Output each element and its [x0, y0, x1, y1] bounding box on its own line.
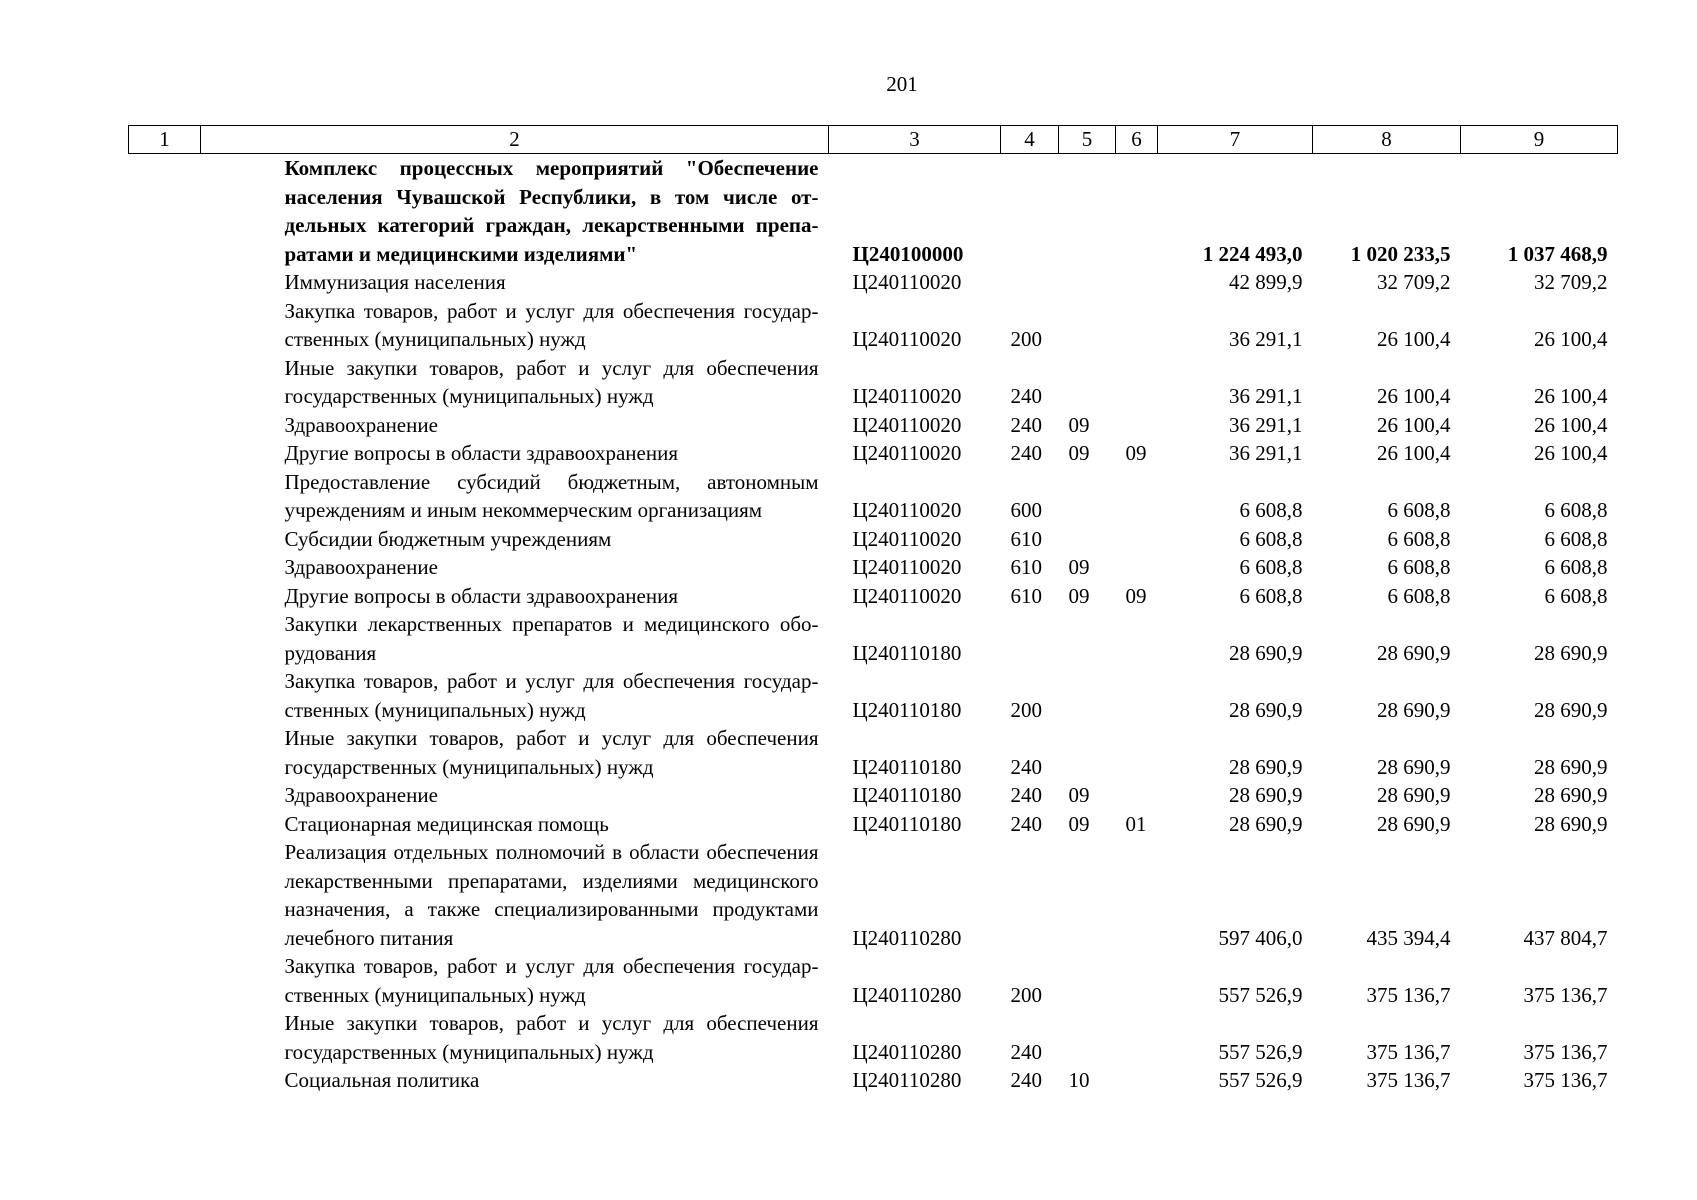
table-row	[129, 268, 1618, 297]
table-row	[129, 154, 1618, 269]
subsection-code	[1116, 525, 1158, 554]
expense-type-code	[1001, 154, 1059, 269]
item-name: Закупка товаров, работ и услуг для обеспечения государственных (муниципальных) нужд	[284, 954, 819, 1007]
amount-col-7: 36 291,1	[1229, 384, 1303, 408]
amount-col-9: 6 608,8	[1544, 555, 1608, 579]
row-spacer-cell	[129, 1009, 201, 1066]
section-code: 09	[1068, 811, 1090, 836]
column-header-8: 8	[1313, 126, 1461, 154]
amount-col-8: 28 690,9	[1377, 640, 1451, 665]
target-article-code: Ц240110020	[852, 498, 962, 522]
target-article-code: Ц240110020	[852, 412, 962, 437]
expense-type-code: 240	[1010, 754, 1042, 779]
amount-col-9: 28 690,9	[1534, 697, 1608, 722]
target-article-code: Ц240110180	[852, 754, 962, 779]
item-name: Закупка товаров, работ и услуг для обеспечения государственных (муниципальных) нужд	[284, 669, 819, 722]
amount-col-8: 26 100,4	[1377, 441, 1451, 465]
amount-col-7: 6 608,8	[1239, 526, 1303, 551]
target-article-code: Ц240110020	[852, 583, 962, 608]
amount-col-8: 6 608,8	[1387, 498, 1451, 522]
subsection-code	[1116, 952, 1158, 1009]
item-name: Иные закупки товаров, работ и услуг для обеспечения государственных (муниципальных) нужд	[284, 355, 819, 408]
table-header	[129, 126, 1618, 154]
expense-type-code: 200	[1010, 697, 1042, 722]
subsection-code	[1116, 781, 1158, 810]
table-row	[129, 411, 1618, 440]
expense-type-code: 240	[1010, 783, 1042, 807]
item-name: Предоставление субсидий бюджетным, автономным учреждениям и иным некоммерческим организациям	[284, 469, 819, 522]
target-article-code: Ц240110020	[852, 384, 962, 408]
expense-type-code: 610	[1010, 526, 1042, 551]
amount-col-7: 597 406,0	[1218, 925, 1303, 950]
target-article-code: Ц240110280	[852, 925, 962, 950]
table-body	[129, 154, 1618, 1095]
amount-col-7: 6 608,8	[1239, 498, 1303, 522]
expense-type-code: 240	[1010, 1068, 1042, 1092]
table-row	[129, 610, 1618, 667]
amount-col-8: 26 100,4	[1377, 327, 1451, 351]
section-code	[1059, 838, 1116, 952]
expense-type-code: 240	[1010, 412, 1042, 437]
expense-type-code: 240	[1010, 384, 1042, 408]
table-row	[129, 468, 1618, 525]
subsection-code	[1116, 724, 1158, 781]
row-spacer-cell	[129, 952, 201, 1009]
section-code	[1059, 952, 1116, 1009]
amount-col-9: 26 100,4	[1534, 412, 1608, 437]
item-name: Другие вопросы в области здравоохранения	[284, 583, 678, 608]
section-code	[1059, 354, 1116, 411]
expense-type-code	[1001, 268, 1059, 297]
section-code: 09	[1068, 555, 1090, 579]
subsection-code	[1116, 354, 1158, 411]
target-article-code: Ц240110020	[852, 441, 962, 465]
amount-col-7: 36 291,1	[1229, 327, 1303, 351]
section-code: 09	[1068, 441, 1090, 465]
target-article-code: Ц240110180	[852, 783, 962, 807]
item-name: Закупки лекарственных препаратов и медицинского оборудования	[284, 612, 819, 665]
amount-col-7: 28 690,9	[1229, 811, 1303, 836]
subsection-code	[1116, 468, 1158, 525]
amount-col-7: 28 690,9	[1229, 697, 1303, 722]
expense-type-code	[1001, 838, 1059, 952]
amount-col-8: 6 608,8	[1387, 526, 1451, 551]
item-name: Иммунизация населения	[284, 270, 506, 294]
row-spacer-cell	[129, 411, 201, 440]
target-article-code: Ц240110280	[852, 1039, 962, 1064]
table-row	[129, 1066, 1618, 1095]
subsection-code	[1116, 838, 1158, 952]
row-spacer-cell	[129, 154, 201, 269]
page-number: 201	[886, 72, 918, 96]
amount-col-7: 557 526,9	[1218, 1039, 1303, 1064]
amount-col-7: 557 526,9	[1218, 982, 1303, 1007]
row-spacer-cell	[129, 468, 201, 525]
table-row	[129, 1009, 1618, 1066]
amount-col-7: 28 690,9	[1229, 754, 1303, 779]
target-article-code: Ц240110020	[852, 555, 962, 579]
table-row	[129, 667, 1618, 724]
subsection-code	[1116, 1066, 1158, 1095]
column-header-1: 1	[129, 126, 201, 154]
amount-col-8: 375 136,7	[1366, 982, 1451, 1007]
amount-col-7: 28 690,9	[1229, 783, 1303, 807]
expense-type-code: 610	[1010, 583, 1042, 608]
column-number-row	[129, 126, 1618, 154]
subsection-code	[1116, 667, 1158, 724]
table-row	[129, 952, 1618, 1009]
amount-col-9: 28 690,9	[1534, 754, 1608, 779]
amount-col-9: 6 608,8	[1544, 526, 1608, 551]
expense-type-code: 200	[1010, 327, 1042, 351]
section-code	[1059, 724, 1116, 781]
subsection-code	[1116, 268, 1158, 297]
section-code: 09	[1068, 583, 1090, 608]
column-header-7: 7	[1158, 126, 1313, 154]
table-row	[129, 582, 1618, 611]
column-header-5: 5	[1059, 126, 1116, 154]
amount-col-7: 557 526,9	[1218, 1068, 1303, 1092]
section-code: 09	[1068, 783, 1090, 807]
item-name: Иные закупки товаров, работ и услуг для обеспечения государственных (муниципальных) нужд	[284, 1011, 819, 1064]
amount-col-8: 1 020 233,5	[1350, 241, 1451, 266]
amount-col-9: 375 136,7	[1523, 982, 1608, 1007]
row-spacer-cell	[129, 553, 201, 582]
row-spacer-cell	[129, 268, 201, 297]
table-row	[129, 525, 1618, 554]
section-code	[1059, 1009, 1116, 1066]
table-row	[129, 439, 1618, 468]
section-code	[1059, 154, 1116, 269]
section-code	[1059, 610, 1116, 667]
section-code	[1059, 667, 1116, 724]
row-spacer-cell	[129, 297, 201, 354]
item-name: Реализация отдельных полномочий в области обеспечения лекарственными препаратами, изделиями медицинского назначения, а также специализированными продуктами лечебного питания	[284, 840, 819, 950]
item-name: Здравоохранение	[284, 412, 438, 437]
amount-col-9: 6 608,8	[1544, 583, 1608, 608]
item-name: Иные закупки товаров, работ и услуг для обеспечения государственных (муниципальных) нужд	[284, 726, 819, 779]
amount-col-7: 28 690,9	[1229, 640, 1303, 665]
amount-col-8: 6 608,8	[1387, 583, 1451, 608]
item-name: Стационарная медицинская помощь	[284, 811, 609, 836]
row-spacer-cell	[129, 610, 201, 667]
expense-type-code: 610	[1010, 555, 1042, 579]
target-article-code: Ц240110020	[852, 270, 962, 294]
table-row	[129, 810, 1618, 839]
target-article-code: Ц240110020	[852, 526, 962, 551]
target-article-code: Ц240110180	[852, 640, 962, 665]
table-row	[129, 781, 1618, 810]
column-header-9: 9	[1461, 126, 1618, 154]
amount-col-9: 437 804,7	[1523, 925, 1608, 950]
table-row	[129, 297, 1618, 354]
column-header-4: 4	[1001, 126, 1059, 154]
row-spacer-cell	[129, 354, 201, 411]
amount-col-9: 26 100,4	[1534, 327, 1608, 351]
expense-type-code: 240	[1010, 1039, 1042, 1064]
amount-col-9: 375 136,7	[1523, 1068, 1608, 1092]
item-name: Здравоохранение	[284, 555, 438, 579]
amount-col-8: 375 136,7	[1366, 1068, 1451, 1092]
row-spacer-cell	[129, 724, 201, 781]
amount-col-9: 26 100,4	[1534, 384, 1608, 408]
subsection-code: 01	[1125, 811, 1147, 836]
budget-table-container	[128, 125, 1618, 1095]
amount-col-8: 32 709,2	[1377, 270, 1451, 294]
row-spacer-cell	[129, 525, 201, 554]
section-code	[1059, 525, 1116, 554]
subsection-code	[1116, 297, 1158, 354]
amount-col-9: 375 136,7	[1523, 1039, 1608, 1064]
section-code	[1059, 297, 1116, 354]
row-spacer-cell	[129, 810, 201, 839]
item-name: Социальная политика	[284, 1068, 480, 1092]
table-row	[129, 354, 1618, 411]
row-spacer-cell	[129, 439, 201, 468]
amount-col-7: 1 224 493,0	[1202, 241, 1303, 266]
item-name: Здравоохранение	[284, 783, 438, 807]
amount-col-8: 28 690,9	[1377, 811, 1451, 836]
amount-col-8: 28 690,9	[1377, 754, 1451, 779]
row-spacer-cell	[129, 1066, 201, 1095]
table-row	[129, 724, 1618, 781]
amount-col-7: 6 608,8	[1239, 555, 1303, 579]
amount-col-7: 6 608,8	[1239, 583, 1303, 608]
amount-col-8: 26 100,4	[1377, 412, 1451, 437]
amount-col-8: 28 690,9	[1377, 697, 1451, 722]
section-code	[1059, 268, 1116, 297]
column-header-3: 3	[829, 126, 1001, 154]
amount-col-7: 36 291,1	[1229, 412, 1303, 437]
column-header-2: 2	[201, 126, 829, 154]
expense-type-code: 240	[1010, 441, 1042, 465]
section-code	[1059, 468, 1116, 525]
subsection-code: 09	[1125, 583, 1147, 608]
amount-col-8: 435 394,4	[1366, 925, 1451, 950]
table-row	[129, 553, 1618, 582]
target-article-code: Ц240110180	[852, 697, 962, 722]
amount-col-8: 375 136,7	[1366, 1039, 1451, 1064]
target-article-code: Ц240110280	[852, 1068, 962, 1092]
target-article-code: Ц240110280	[852, 982, 962, 1007]
amount-col-7: 36 291,1	[1229, 441, 1303, 465]
amount-col-8: 6 608,8	[1387, 555, 1451, 579]
amount-col-9: 26 100,4	[1534, 441, 1608, 465]
amount-col-7: 42 899,9	[1229, 270, 1303, 294]
amount-col-9: 28 690,9	[1534, 640, 1608, 665]
amount-col-8: 26 100,4	[1377, 384, 1451, 408]
subsection-code	[1116, 154, 1158, 269]
section-code: 09	[1068, 412, 1090, 437]
subsection-code	[1116, 553, 1158, 582]
budget-table	[128, 125, 1618, 1095]
amount-col-8: 28 690,9	[1377, 783, 1451, 807]
table-row	[129, 838, 1618, 952]
row-spacer-cell	[129, 838, 201, 952]
item-name: Другие вопросы в области здравоохранения	[284, 441, 678, 465]
subsection-code	[1116, 1009, 1158, 1066]
amount-col-9: 1 037 468,9	[1507, 241, 1608, 266]
subsection-code	[1116, 610, 1158, 667]
amount-col-9: 32 709,2	[1534, 270, 1608, 294]
section-code: 10	[1068, 1068, 1090, 1092]
item-name: Субсидии бюджетным учреждениям	[284, 526, 612, 551]
amount-col-9: 28 690,9	[1534, 783, 1608, 807]
target-article-code: Ц240110180	[852, 811, 962, 836]
row-spacer-cell	[129, 582, 201, 611]
target-article-code: Ц240100000	[852, 241, 964, 266]
target-article-code: Ц240110020	[852, 327, 962, 351]
expense-type-code	[1001, 610, 1059, 667]
subsection-code	[1116, 411, 1158, 440]
row-spacer-cell	[129, 781, 201, 810]
column-header-6: 6	[1116, 126, 1158, 154]
amount-col-9: 28 690,9	[1534, 811, 1608, 836]
subsection-code: 09	[1125, 441, 1147, 465]
expense-type-code: 200	[1010, 982, 1042, 1007]
item-name: Комплекс процессных мероприятий "Обеспечение населения Чувашской Республики, в том числе отдельных категорий граждан, лекарственными препаратами и медицинскими изделиями"	[284, 156, 819, 266]
row-spacer-cell	[129, 667, 201, 724]
amount-col-9: 6 608,8	[1544, 498, 1608, 522]
expense-type-code: 240	[1010, 811, 1042, 836]
item-name: Закупка товаров, работ и услуг для обеспечения государственных (муниципальных) нужд	[284, 298, 819, 351]
expense-type-code: 600	[1010, 498, 1042, 522]
